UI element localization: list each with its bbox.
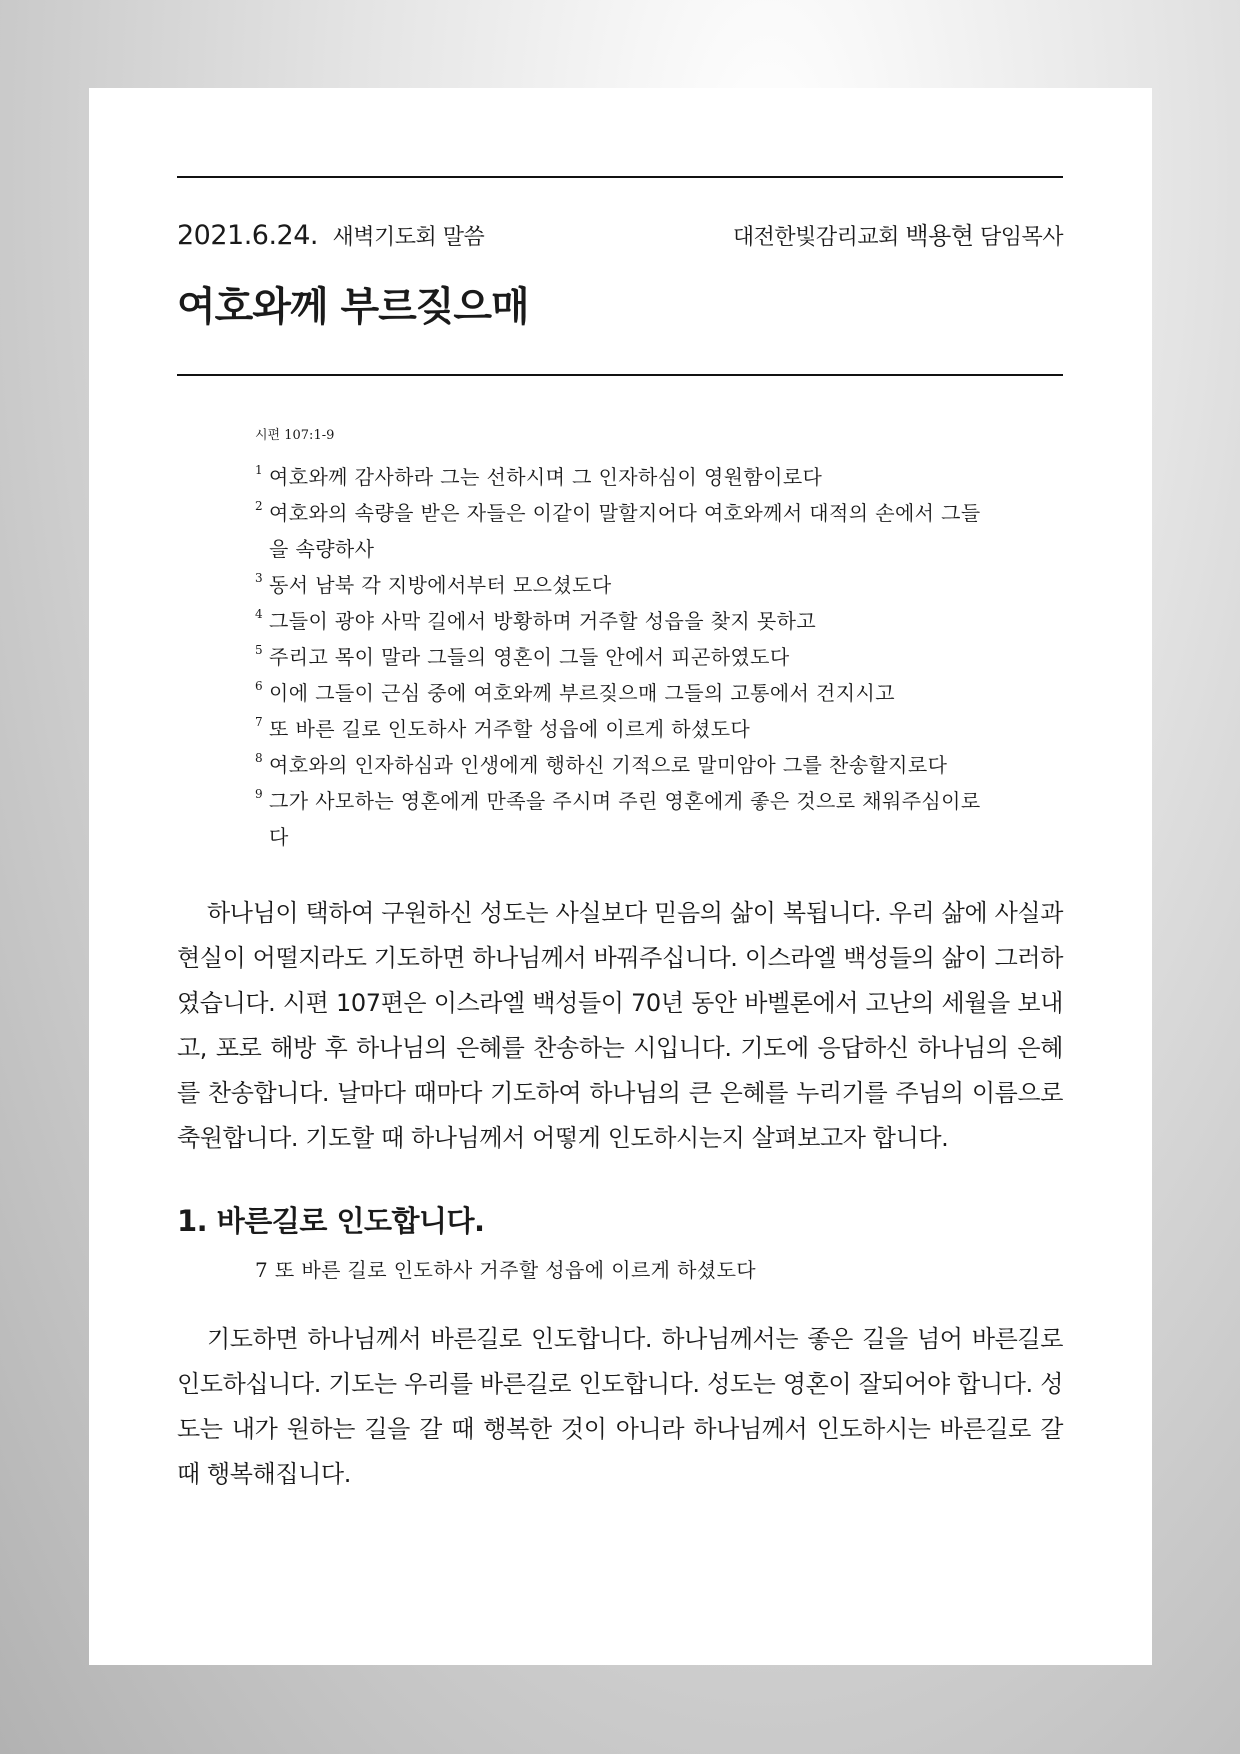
verse-item (255, 675, 990, 711)
verse-text: 그가 사모하는 영혼에게 만족을 주시며 주린 영혼에게 좋은 것으로 채워주심이로다 (269, 789, 981, 849)
verse-item (255, 567, 990, 603)
scripture-reference: 시편 107:1-9 (255, 428, 335, 443)
service-info (177, 220, 484, 251)
verse-text: 주리고 목이 말라 그들의 영혼이 그들 안에서 피곤하였도다 (269, 645, 790, 669)
section-paragraph: 기도하면 하나님께서 바른길로 인도합니다. 하나님께서는 좋은 길을 넘어 바른길로 인도하십니다. 기도는 우리를 바른길로 인도합니다. 성도는 영혼이 잘되어야 합니다. 성도는 내가 원하는 길을 갈 때 행복한 것이 아니라 하나님께서 인도하시는 바른길로 갈 때 행복해집니다. (177, 1325, 1063, 1488)
verse-item (255, 711, 990, 747)
verse-number: 6 (255, 679, 264, 693)
verse-text: 동서 남북 각 지방에서부터 모으셨도다 (269, 573, 612, 597)
document-page (89, 88, 1152, 1665)
sermon-date: 2021.6.24. (177, 220, 318, 251)
verse-number: 1 (255, 463, 264, 477)
preacher-info (733, 216, 1063, 251)
intro-paragraph: 하나님이 택하여 구원하신 성도는 사실보다 믿음의 삶이 복됩니다. 우리 삶에 사실과 현실이 어떨지라도 기도하면 하나님께서 바꿔주십니다. 이스라엘 백성들의 삶이 그러하였습니다. 시편 107편은 이스라엘 백성들이 70년 동안 바벨론에서 고난의 세월을 보내고, 포로 해방 후 하나님의 은혜를 찬송하는 시입니다. 기도에 응답하신 하나님의 은혜를 찬송합니다. 날마다 때마다 기도하여 하나님의 큰 은혜를 누리기를 주님의 이름으로 축원합니다. 기도할 때 하나님께서 어떻게 인도하시는지 살펴보고자 합니다. (177, 899, 1064, 1152)
verse-item (255, 783, 990, 855)
verse-text: 이에 그들이 근심 중에 여호와께 부르짖으매 그들의 고통에서 건지시고 (269, 681, 895, 705)
verse-number: 2 (255, 499, 264, 513)
verse-item (255, 495, 990, 567)
verse-item (255, 603, 990, 639)
top-rule (177, 176, 1063, 178)
sermon-title: 여호와께 부르짖으매 (177, 284, 529, 330)
verse-text: 또 바른 길로 인도하사 거주할 성읍에 이르게 하셨도다 (269, 717, 751, 741)
section-scripture-quote: 7 또 바른 길로 인도하사 거주할 성읍에 이르게 하셨도다 (255, 1258, 757, 1282)
bottom-rule (177, 374, 1063, 376)
verse-number: 5 (255, 643, 264, 657)
pastor-name: 백용현 (905, 222, 974, 250)
page-content (177, 176, 1063, 1521)
verse-text: 그들이 광야 사막 길에서 방황하며 거주할 성읍을 찾지 못하고 (269, 609, 817, 633)
verse-list (255, 459, 990, 855)
pastor-title: 담임목사 (979, 225, 1063, 250)
verse-text: 여호와의 인자하심과 인생에게 행하신 기적으로 말미암아 그를 찬송할지로다 (269, 753, 948, 777)
verse-number: 8 (255, 751, 264, 765)
section-heading: 1. 바른길로 인도합니다. (177, 1204, 485, 1238)
service-name: 새벽기도회 말씀 (332, 225, 485, 250)
verse-item (255, 747, 990, 783)
verse-item (255, 639, 990, 675)
verse-text: 여호와께 감사하라 그는 선하시며 그 인자하심이 영원함이로다 (269, 465, 823, 489)
verse-number: 3 (255, 571, 264, 585)
verse-number: 9 (255, 787, 264, 801)
verse-text: 여호와의 속량을 받은 자들은 이같이 말할지어다 여호와께서 대적의 손에서 그들을 속량하사 (269, 501, 981, 561)
verse-number: 7 (255, 715, 264, 729)
verse-number: 4 (255, 607, 264, 621)
header-meta (177, 216, 1063, 251)
church-name: 대전한빛감리교회 (732, 225, 899, 250)
scripture-passage (255, 424, 990, 855)
verse-item (255, 459, 990, 495)
